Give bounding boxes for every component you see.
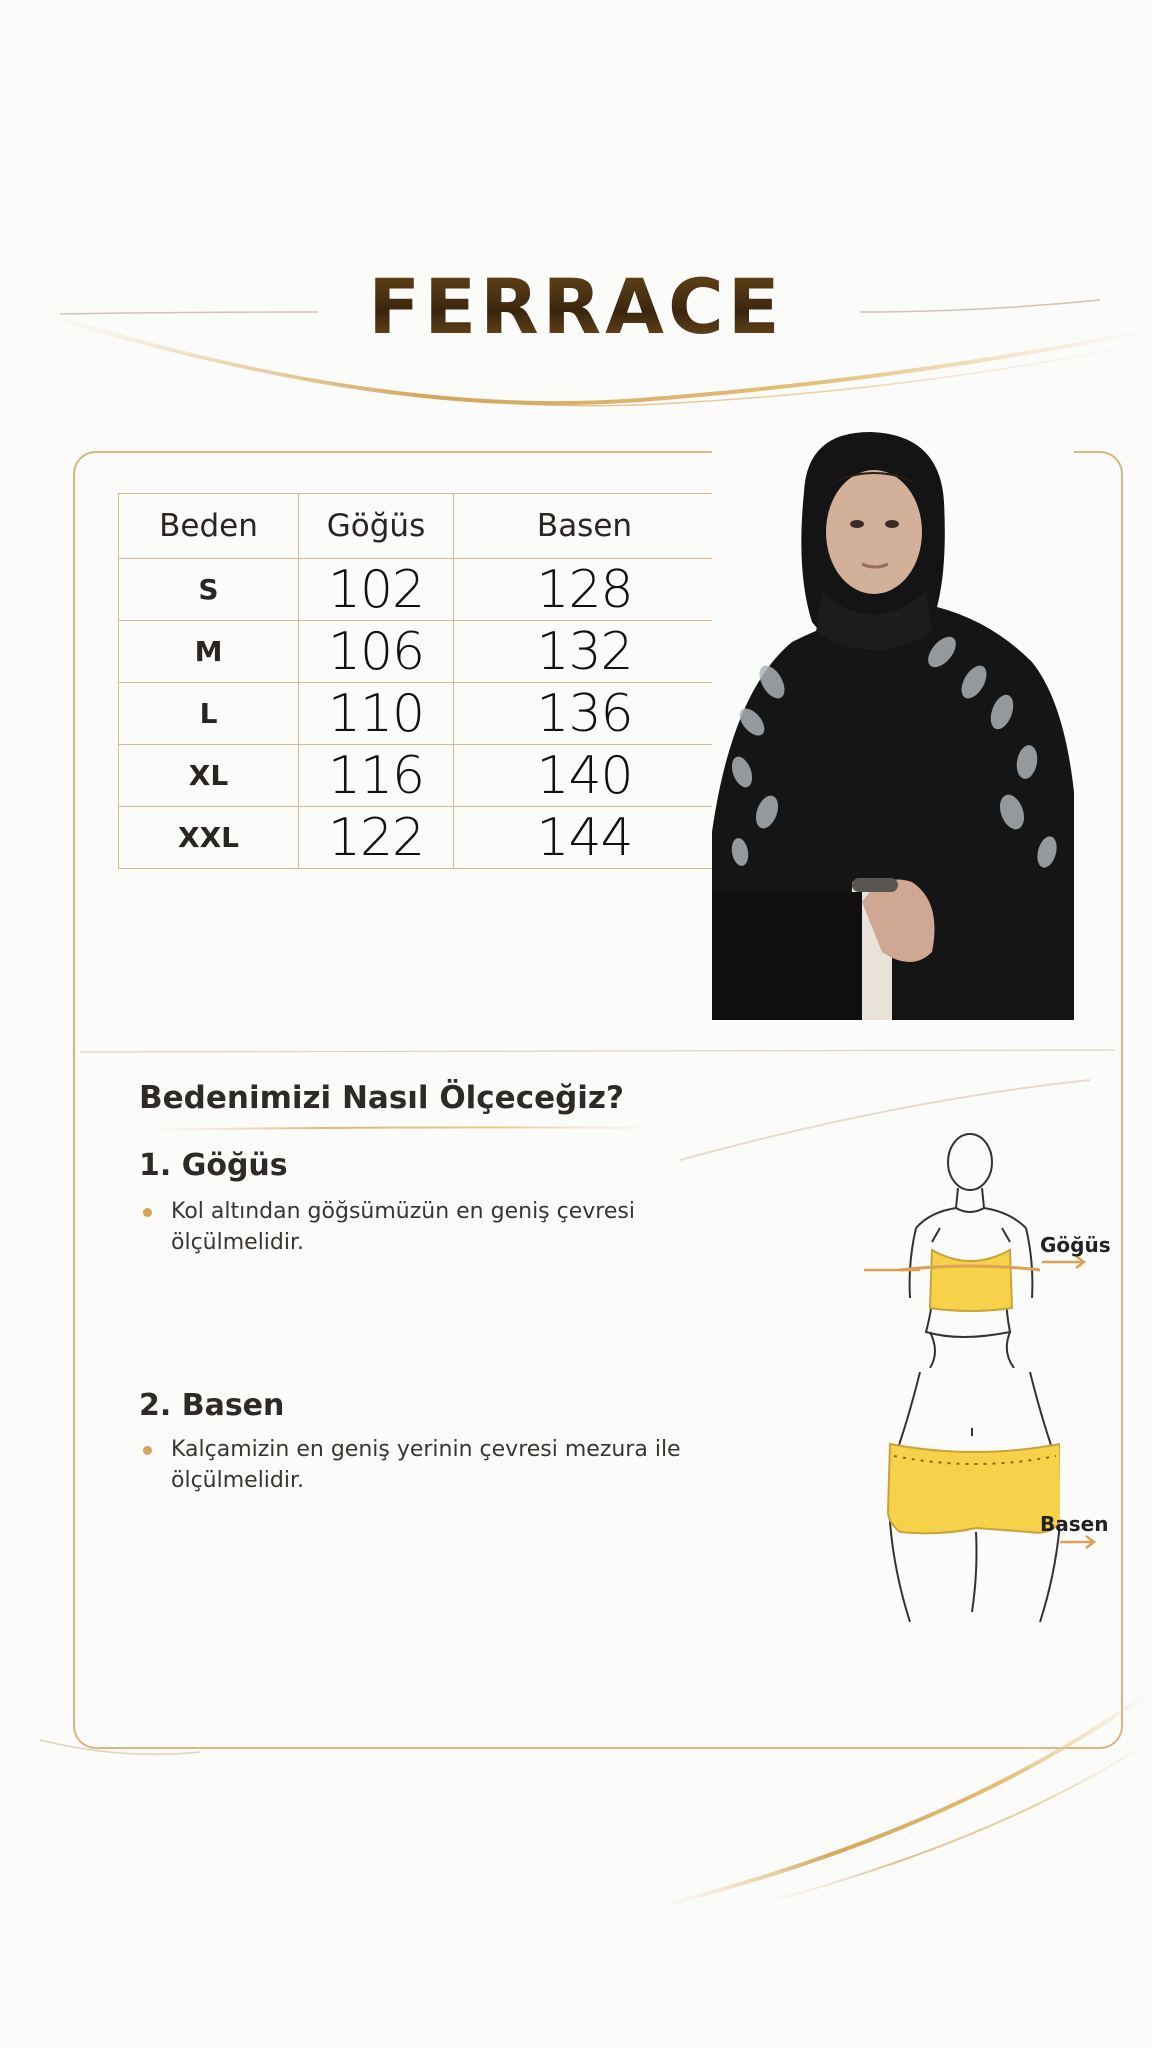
column-header: Göğüs <box>299 494 454 559</box>
chest-cell: 122 <box>299 807 454 869</box>
size-cell: S <box>119 559 299 621</box>
guide-heading: Bedenimizi Nasıl Ölçeceğiz? <box>139 1080 624 1116</box>
hip-cell: 132 <box>454 621 716 683</box>
table-row <box>119 807 716 869</box>
chest-measure-figure <box>860 1132 1040 1368</box>
bullet-dot <box>143 1208 152 1217</box>
hip-cell: 140 <box>454 745 716 807</box>
size-cell: M <box>119 621 299 683</box>
size-cell: L <box>119 683 299 745</box>
table-header-row <box>119 494 716 559</box>
chest-cell: 106 <box>299 621 454 683</box>
section-text-hip: Kalçamizin en geniş yerinin çevresi mezura ile ölçülmelidir. <box>171 1437 681 1493</box>
section-title-chest: 1. Göğüs <box>139 1148 288 1183</box>
chest-figure-label: Göğüs <box>1040 1233 1111 1257</box>
column-header: Basen <box>454 494 716 559</box>
hip-measure-figure <box>880 1372 1060 1632</box>
section-text-chest: Kol altından göğsümüzün en geniş çevresi ölçülmelidir. <box>171 1199 635 1255</box>
table-row <box>119 621 716 683</box>
table-row <box>119 683 716 745</box>
hip-cell: 144 <box>454 807 716 869</box>
table-row <box>119 559 716 621</box>
column-header: Beden <box>119 494 299 559</box>
chest-cell: 116 <box>299 745 454 807</box>
chest-cell: 110 <box>299 683 454 745</box>
page-title: FERRACE <box>0 262 1152 352</box>
model-photo <box>712 432 1074 1020</box>
hip-figure-label: Basen <box>1040 1512 1109 1536</box>
chest-cell: 102 <box>299 559 454 621</box>
table-row <box>119 745 716 807</box>
section-title-hip: 2. Basen <box>139 1388 285 1423</box>
size-cell: XL <box>119 745 299 807</box>
size-cell: XXL <box>119 807 299 869</box>
size-table <box>118 493 716 869</box>
hip-cell: 128 <box>454 559 716 621</box>
bullet-dot <box>143 1446 152 1455</box>
hip-cell: 136 <box>454 683 716 745</box>
